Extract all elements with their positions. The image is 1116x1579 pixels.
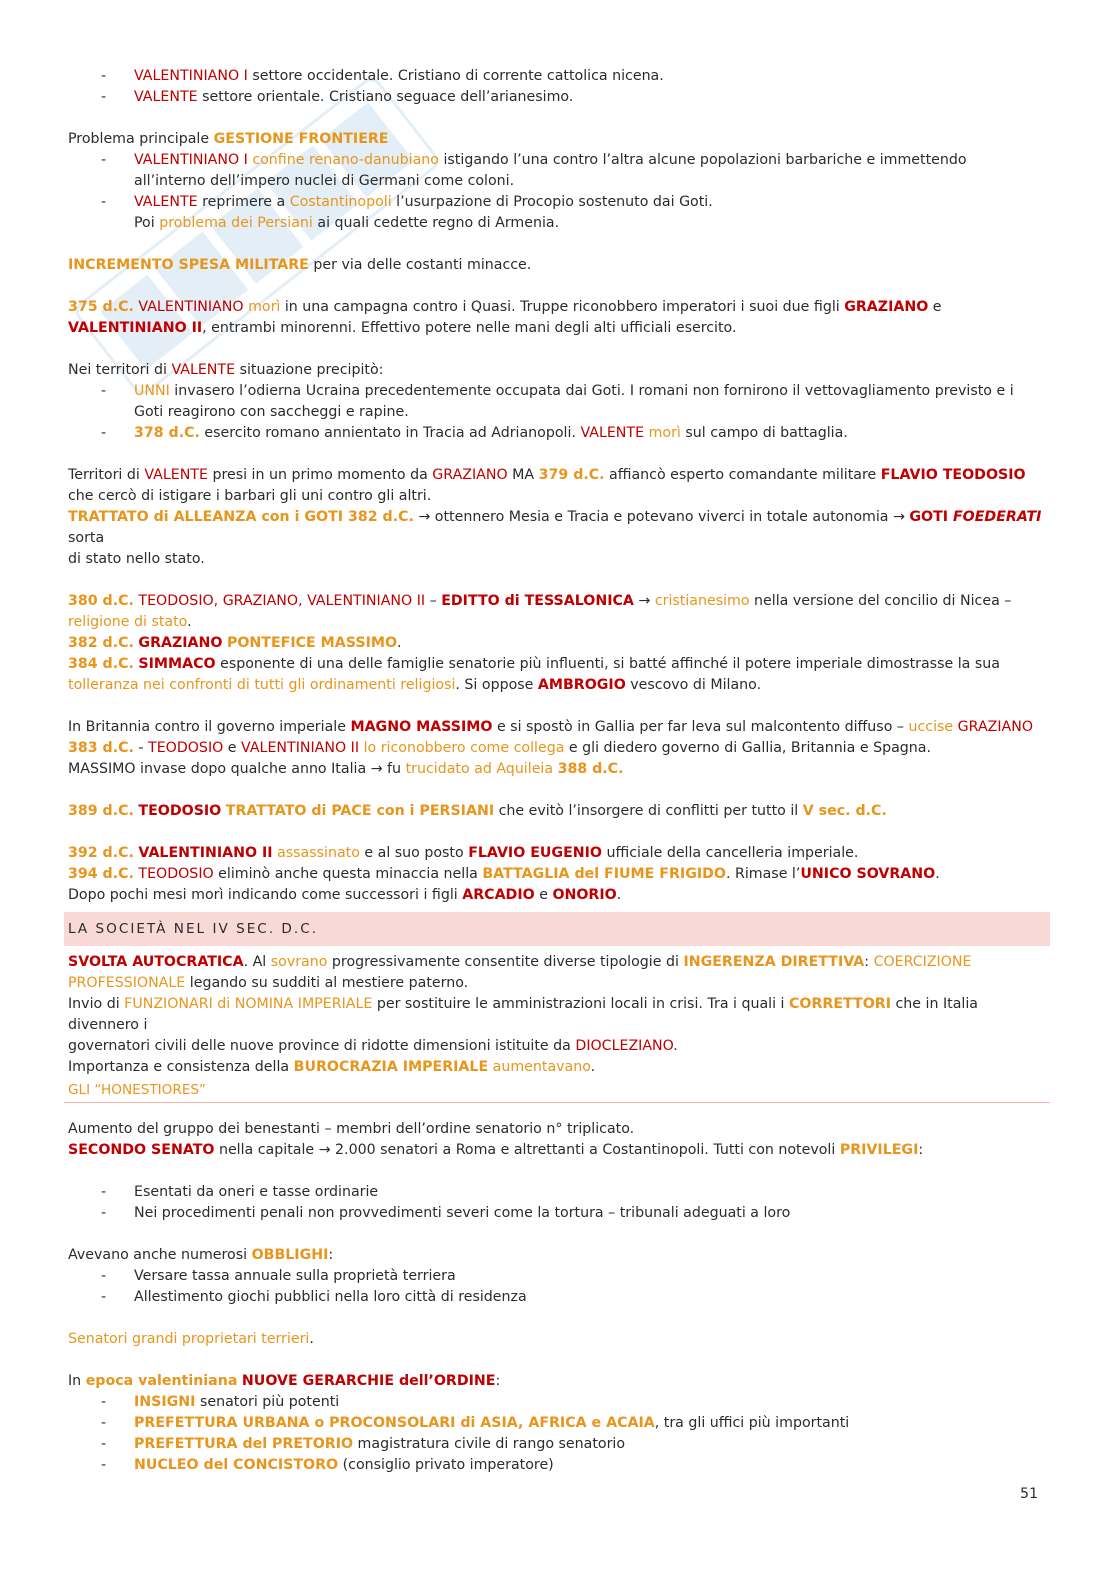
paragraph: 375 d.C. VALENTINIANO morì in una campagna contro i Quasi. Truppe riconobbero imperatori i suoi due figli GRAZIANO e xyxy=(68,299,942,315)
paragraph: 383 d.C. - TEODOSIO e VALENTINIANO II lo riconobbero come collega e gli diedero governo di Gallia, Britannia e Spagna. xyxy=(68,740,931,756)
paragraph: 389 d.C. TEODOSIO TRATTATO di PACE con i PERSIANI che evitò l’insorgere di conflitti per tutto il V sec. d.C. xyxy=(68,803,887,819)
list-item: - Allestimento giochi pubblici nella loro città di residenza xyxy=(101,1289,527,1305)
paragraph: 394 d.C. TEODOSIO eliminò anche questa minaccia nella BATTAGLIA del FIUME FRIGIDO. Rimase l’UNICO SOVRANO. xyxy=(68,866,940,882)
list-item: - Nei procedimenti penali non provvedimenti severi come la tortura – tribunali adeguati a loro xyxy=(101,1205,791,1221)
subsection-heading: GLI “HONESTIORES” xyxy=(64,1078,1050,1103)
list-item-continuation: all’interno dell’impero nuclei di Germani come coloni. xyxy=(134,173,515,189)
paragraph: 384 d.C. SIMMACO esponente di una delle famiglie senatorie più influenti, si batté affinché il potere imperiale dimostrasse la sua xyxy=(68,656,1000,672)
paragraph: Invio di FUNZIONARI di NOMINA IMPERIALE per sostituire le amministrazioni locali in crisi. Tra i quali i CORRETTORI che in Italia divennero i xyxy=(68,996,978,1033)
paragraph: SECONDO SENATO nella capitale → 2.000 senatori a Roma e altrettanti a Costantinopoli. Tutti con notevoli PRIVILEGI: xyxy=(68,1142,924,1158)
list-item: - UNNI invasero l’odierna Ucraina precedentemente occupata dai Goti. I romani non fornirono il vettovagliamento previsto e i xyxy=(101,383,1014,399)
paragraph: tolleranza nei confronti di tutti gli ordinamenti religiosi. Si oppose AMBROGIO vescovo di Milano. xyxy=(68,677,762,693)
list-item: - VALENTE settore orientale. Cristiano seguace dell’arianesimo. xyxy=(101,89,574,105)
paragraph: che cercò di istigare i barbari gli uni contro gli altri. xyxy=(68,488,432,504)
paragraph: Importanza e consistenza della BUROCRAZIA IMPERIALE aumentavano. xyxy=(68,1059,596,1075)
paragraph: religione di stato. xyxy=(68,614,192,630)
paragraph: governatori civili delle nuove province di ridotte dimensioni istituite da DIOCLEZIANO. xyxy=(68,1038,678,1054)
list-item: - VALENTINIANO I settore occidentale. Cristiano di corrente cattolica nicena. xyxy=(101,68,664,84)
paragraph: Dopo pochi mesi morì indicando come successori i figli ARCADIO e ONORIO. xyxy=(68,887,622,903)
paragraph: SVOLTA AUTOCRATICA. Al sovrano progressivamente consentite diverse tipologie di INGERENZA DIRETTIVA: COERCIZIONE xyxy=(68,954,972,970)
list-item: - PREFETTURA URBANA o PROCONSOLARI di ASIA, AFRICA e ACAIA, tra gli uffici più importanti xyxy=(101,1415,850,1431)
paragraph: INCREMENTO SPESA MILITARE per via delle costanti minacce. xyxy=(68,257,532,273)
document-page xyxy=(68,66,1050,1476)
paragraph: PROFESSIONALE legando su sudditi al mestiere paterno. xyxy=(68,975,469,991)
list-item-continuation: Poi problema dei Persiani ai quali cedette regno di Armenia. xyxy=(134,215,560,231)
paragraph: Problema principale GESTIONE FRONTIERE xyxy=(68,131,389,147)
list-item: - 378 d.C. esercito romano annientato in Tracia ad Adrianopoli. VALENTE morì sul campo di battaglia. xyxy=(101,425,848,441)
paragraph: 392 d.C. VALENTINIANO II assassinato e al suo posto FLAVIO EUGENIO ufficiale della cancelleria imperiale. xyxy=(68,845,859,861)
list-item: - Esentati da oneri e tasse ordinarie xyxy=(101,1184,379,1200)
list-item: - Versare tassa annuale sulla proprietà terriera xyxy=(101,1268,456,1284)
list-item: - PREFETTURA del PRETORIO magistratura civile di rango senatorio xyxy=(101,1436,626,1452)
paragraph: MASSIMO invase dopo qualche anno Italia → fu trucidato ad Aquileia 388 d.C. xyxy=(68,761,624,777)
paragraph: VALENTINIANO II, entrambi minorenni. Effettivo potere nelle mani degli alti ufficiali esercito. xyxy=(68,320,737,336)
list-item: - VALENTE reprimere a Costantinopoli l’usurpazione di Procopio sostenuto dai Goti. xyxy=(101,194,713,210)
paragraph: Territori di VALENTE presi in un primo momento da GRAZIANO MA 379 d.C. affiancò esperto comandante militare FLAVIO TEODOSIO xyxy=(68,467,1026,483)
paragraph: In Britannia contro il governo imperiale MAGNO MASSIMO e si spostò in Gallia per far leva sul malcontento diffuso – uccise GRAZIANO xyxy=(68,719,1034,735)
paragraph: 382 d.C. GRAZIANO PONTEFICE MASSIMO. xyxy=(68,635,402,651)
paragraph: Aumento del gruppo dei benestanti – membri dell’ordine senatorio n° triplicato. xyxy=(68,1121,635,1137)
page-number: 51 xyxy=(1020,1486,1038,1502)
list-item: - NUCLEO del CONCISTORO (consiglio privato imperatore) xyxy=(101,1457,554,1473)
paragraph: Nei territori di VALENTE situazione precipitò: xyxy=(68,362,384,378)
list-item: - INSIGNI senatori più potenti xyxy=(101,1394,340,1410)
list-item-continuation: Goti reagirono con saccheggi e rapine. xyxy=(134,404,409,420)
paragraph: Avevano anche numerosi OBBLIGHI: xyxy=(68,1247,334,1263)
list-item: - VALENTINIANO I confine renano-danubiano istigando l’una contro l’altra alcune popolazioni barbariche e immettendo xyxy=(101,152,967,168)
paragraph: Senatori grandi proprietari terrieri. xyxy=(68,1331,314,1347)
section-heading: LA SOCIETÀ NEL IV SEC. D.C. xyxy=(64,912,1050,946)
paragraph: In epoca valentiniana NUOVE GERARCHIE dell’ORDINE: xyxy=(68,1373,501,1389)
paragraph: TRATTATO di ALLEANZA con i GOTI 382 d.C. → ottennero Mesia e Tracia e potevano viverci in totale autonomia → GOTI FOEDERATI sorta xyxy=(68,509,1042,546)
paragraph: di stato nello stato. xyxy=(68,551,205,567)
paragraph: 380 d.C. TEODOSIO, GRAZIANO, VALENTINIANO II – EDITTO di TESSALONICA → cristianesimo nella versione del concilio di Nicea – xyxy=(68,593,1012,609)
